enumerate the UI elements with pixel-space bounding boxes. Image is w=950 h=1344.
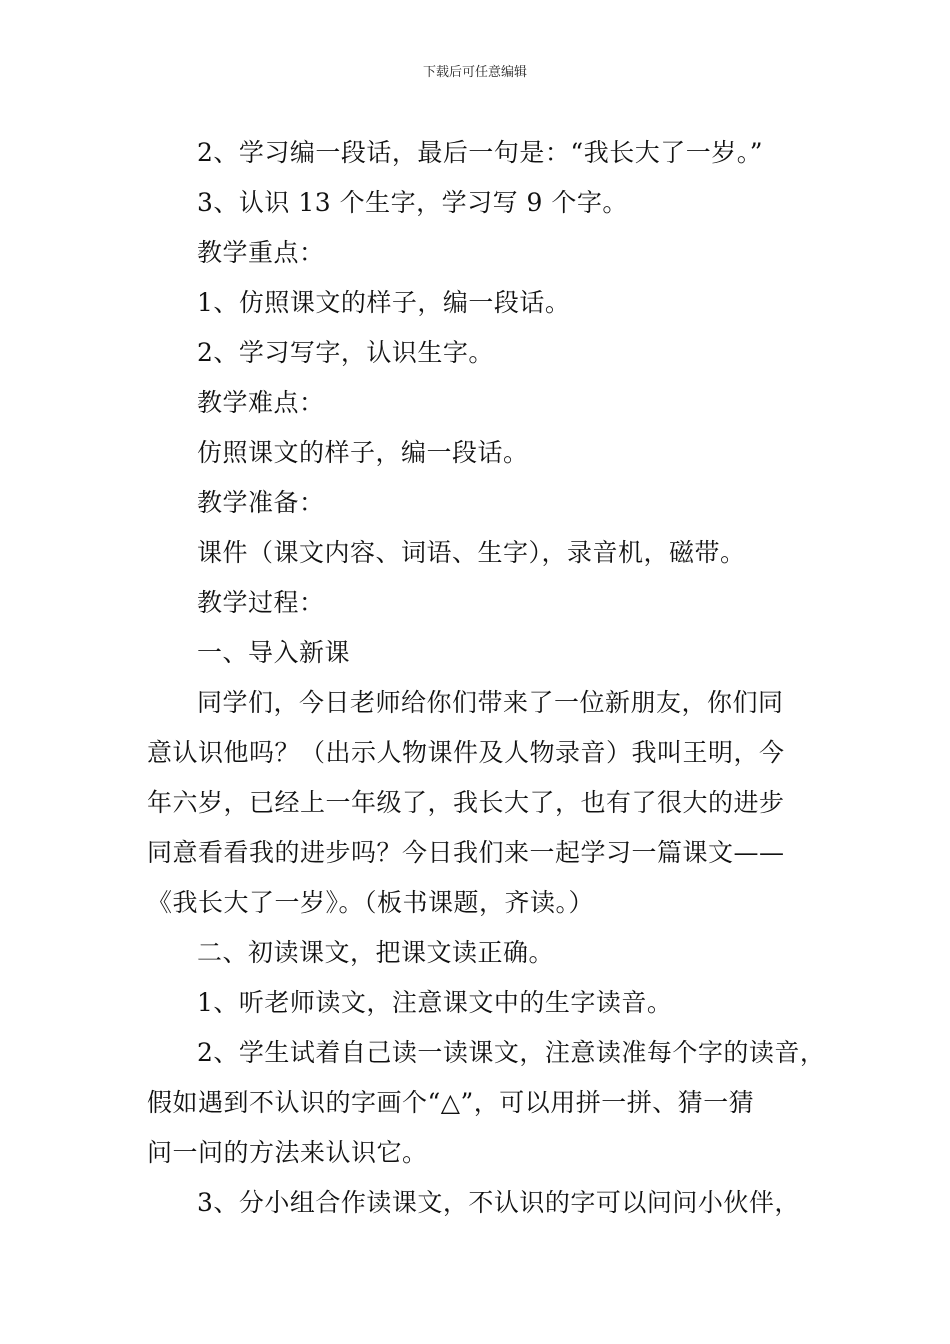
section-heading: 一、导入新课 bbox=[197, 638, 351, 667]
paragraph-line: 年六岁，已经上一年级了，我长大了，也有了很大的进步 bbox=[147, 788, 785, 817]
section-heading: 教学过程： bbox=[197, 588, 325, 617]
paragraph-line: 《我长大了一岁》。（板书课题，齐读。） bbox=[147, 888, 595, 917]
paragraph-line: 3、分小组合作读课文，不认识的字可以问问小伙伴， bbox=[197, 1188, 800, 1217]
paragraph-line: 2、学生试着自己读一读课文，注意读准每个字的读音， bbox=[197, 1038, 826, 1067]
paragraph-line: 同学们，今日老师给你们带来了一位新朋友，你们同 bbox=[197, 688, 784, 717]
paragraph-line: 2、学习写字，认识生字。 bbox=[197, 338, 494, 367]
section-heading: 教学重点： bbox=[197, 238, 325, 267]
section-heading: 教学难点： bbox=[197, 388, 325, 417]
document-body bbox=[147, 128, 826, 1228]
paragraph-line: 问一问的方法来认识它。 bbox=[147, 1138, 428, 1167]
page-header: 下载后可任意编辑 bbox=[422, 65, 527, 80]
paragraph-line: 意认识他吗？（出示人物课件及人物录音）我叫王明，今 bbox=[147, 738, 785, 767]
section-heading: 二、初读课文，把课文读正确。 bbox=[197, 938, 555, 967]
paragraph-line: 假如遇到不认识的字画个“△”，可以用拼一拼、猜一猜 bbox=[147, 1088, 755, 1117]
paragraph-line: 1、仿照课文的样子，编一段话。 bbox=[197, 288, 571, 317]
paragraph-line: 仿照课文的样子，编一段话。 bbox=[197, 438, 529, 467]
paragraph-line: 3、认识 13 个生字，学习写 9 个字。 bbox=[197, 188, 628, 217]
paragraph-line: 2、学习编一段话，最后一句是：“我长大了一岁。” bbox=[197, 138, 763, 167]
section-heading: 教学准备： bbox=[197, 488, 325, 517]
paragraph-line: 同意看看我的进步吗？今日我们来一起学习一篇课文—— bbox=[147, 838, 785, 867]
paragraph-line: 课件（课文内容、词语、生字），录音机，磁带。 bbox=[197, 538, 746, 567]
paragraph-line: 1、听老师读文，注意课文中的生字读音。 bbox=[197, 988, 673, 1017]
